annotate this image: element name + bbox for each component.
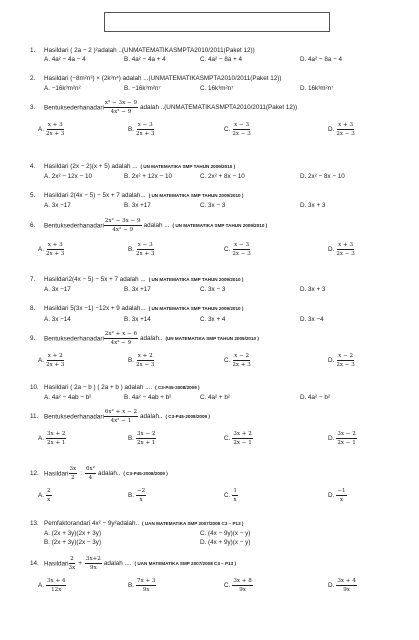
option-fraction-numerator: x − 2 (337, 353, 354, 361)
question-number: 11. (30, 413, 39, 420)
option-fraction-denominator: x (233, 497, 237, 504)
option-d[interactable]: D. 3x −4 (300, 316, 324, 323)
option-a[interactable] (38, 122, 64, 137)
operator: : (80, 470, 82, 478)
option-fraction-numerator: x − 3 (233, 122, 250, 130)
question-fraction (104, 218, 142, 233)
option-fraction-denominator: 2x + 1 (46, 440, 66, 447)
option-fraction-denominator: x (139, 497, 143, 504)
option-letter: D. (328, 435, 335, 443)
option-fraction-denominator: 9x (142, 587, 150, 594)
option-fraction-numerator: 1 (232, 488, 238, 496)
question-prefix: Hasildari (44, 470, 69, 478)
option-fraction (136, 242, 155, 257)
source-note: ( UN MATEMATIKA SMP TAHUN 2009/2010 ) (148, 306, 244, 311)
option-fraction (136, 578, 157, 593)
option-b[interactable]: B. 3x +14 (124, 316, 151, 323)
question-suffix: adalah.. (140, 335, 163, 343)
question-number: 4. (30, 163, 36, 170)
option-fraction-denominator: 2x + 1 (136, 440, 156, 447)
operator: + (78, 560, 82, 568)
option-fraction-denominator: 2x − 3 (232, 251, 251, 258)
question-text (44, 520, 243, 528)
source-note: ( C3-P45-2008/2009 ) (155, 385, 200, 390)
option-fraction (232, 353, 251, 368)
question-text (44, 100, 297, 115)
option-fraction (232, 122, 251, 137)
option-fraction-numerator: x + 3 (47, 242, 64, 250)
option-fraction-denominator: 2x − 3 (232, 131, 251, 138)
option-fraction-numerator: −1 (336, 488, 346, 496)
option-b[interactable]: B. 2x² + 12x − 10 (124, 173, 172, 180)
option-letter: C. (224, 126, 231, 134)
option-letter: B. (128, 435, 134, 443)
option-letter: B. (128, 126, 134, 134)
option-fraction (136, 431, 157, 446)
question-fraction (104, 409, 138, 424)
option-d[interactable] (328, 242, 355, 257)
option-c[interactable]: C. 3x − 3 (200, 202, 226, 209)
option-fraction (136, 122, 155, 137)
question-prefix: Bentuksederhanadari (44, 335, 104, 343)
option-letter: D. (328, 492, 335, 500)
question-fraction-2-denominator: 4 (88, 475, 93, 482)
option-d[interactable]: D. (4x + 9y)(x − y) (200, 539, 251, 546)
source-note: ( UAN MATEMATIKA SMP 2007/2008 C3 – P13 ) (142, 521, 244, 526)
question-body: Hasildari 2(4x − 5) − 5x + 7 adalah... (44, 192, 146, 199)
question-number: 12. (30, 470, 39, 477)
option-a[interactable] (38, 488, 52, 503)
question-number: 9. (30, 335, 36, 342)
question-prefix: Bentuksederhanadari (44, 222, 104, 230)
option-letter: C. (224, 357, 231, 365)
option-b[interactable] (128, 353, 154, 368)
question-suffix: adalah ... (143, 222, 170, 230)
question-fraction-denominator: 4x² − 9 (110, 340, 132, 347)
option-fraction-numerator: x − 2 (233, 353, 250, 361)
question-fraction-2-denominator: 9x (90, 565, 97, 572)
question-fraction (69, 556, 76, 571)
option-a[interactable]: A. 3x −17 (44, 286, 71, 293)
question-fraction (104, 331, 138, 346)
option-a[interactable] (38, 578, 66, 593)
option-b[interactable] (128, 242, 154, 257)
option-fraction-numerator: x + 3 (337, 122, 354, 130)
option-letter: C. (224, 246, 231, 254)
option-fraction-numerator: x + 2 (137, 353, 154, 361)
option-c[interactable] (224, 431, 253, 446)
source-note: ( UAN MATEMATIKA SMP 2007/2008 C3 – P13 ) (134, 561, 236, 567)
option-letter: C. (224, 582, 231, 590)
question-text (44, 75, 281, 83)
option-c[interactable]: C. 2x² + 8x − 10 (200, 173, 245, 180)
option-fraction (232, 242, 251, 257)
option-fraction-denominator: 2x + 3 (135, 131, 155, 138)
option-fraction (336, 578, 357, 593)
option-letter: B. (128, 582, 134, 590)
option-b[interactable] (128, 431, 156, 446)
option-fraction-numerator: x + 3 (47, 122, 64, 130)
question-body: Hasildari 5(3x −1) −12x + 9 adalah... (44, 305, 146, 312)
option-c[interactable]: C. 3x + 4 (200, 316, 226, 323)
option-fraction (232, 488, 238, 503)
option-fraction-denominator: 2x + 3 (135, 251, 155, 258)
question-number: 10. (30, 384, 39, 391)
option-d[interactable] (328, 122, 355, 137)
source-note: ( C3-P45-2008/2009 ) (123, 471, 168, 477)
option-fraction-numerator: −2 (136, 488, 146, 496)
option-fraction-denominator: x (339, 497, 344, 504)
option-letter: A. (38, 246, 44, 254)
option-fraction (46, 122, 65, 137)
question-fraction-denominator: 4x² − 9 (112, 227, 134, 234)
option-fraction (46, 242, 65, 257)
question-body: Pemfaktorandari 4x² − 9y²adalah.. (44, 520, 140, 527)
option-fraction (336, 242, 355, 257)
option-a[interactable]: A. 3x −14 (44, 316, 71, 323)
option-fraction-numerator: 7x + 3 (136, 578, 157, 586)
question-fraction-denominator: 4x² − 1 (110, 418, 132, 425)
option-letter: A. (38, 435, 44, 443)
option-c[interactable]: C. 16k³m²n⁷ (200, 85, 234, 92)
option-fraction-denominator: 2x + 3 (45, 362, 65, 369)
option-b[interactable]: B. 3x +17 (124, 286, 151, 293)
question-suffix: adalah ..(UNMATEMATIKASMPTA2010/2011(Paket 12)) (140, 104, 298, 112)
option-d[interactable]: D. 3x + 3 (300, 202, 326, 209)
option-c[interactable] (224, 242, 251, 257)
question-number: 14. (30, 560, 39, 567)
question-fraction-denominator: 4x² − 9 (110, 109, 132, 116)
question-body: Hasildari ( 2a − b ) ( 2a + b ) adalah .... (44, 384, 153, 391)
question-text (44, 305, 243, 313)
question-text (44, 384, 200, 392)
option-d[interactable] (328, 488, 347, 503)
question-prefix: Bentuksederhanadari (44, 413, 104, 421)
option-fraction (46, 431, 67, 446)
question-prefix: Hasildari (44, 560, 69, 568)
source-note: ( UN MATEMATIKA SMP TAHUN 2009/2010 ) (148, 277, 244, 282)
option-fraction-denominator: 9x (343, 587, 350, 594)
option-fraction (336, 431, 357, 446)
question-fraction-numerator: 6x² + x − 2 (104, 409, 138, 417)
option-a[interactable]: A. 4a² − 4ab − b² (44, 394, 92, 401)
option-b[interactable] (128, 578, 156, 593)
question-body: Hasildari2(4x − 5) − 5x + 7 adalah ... (44, 276, 146, 283)
question-suffix: adalah.. (140, 413, 163, 421)
question-text (44, 466, 168, 481)
option-c[interactable]: C. 4a² + b² (200, 394, 230, 401)
question-text (44, 163, 235, 171)
question-fraction (69, 466, 78, 481)
option-d[interactable] (328, 578, 357, 593)
option-c[interactable]: C. 3x − 3 (200, 286, 226, 293)
option-b[interactable]: B. 3x +17 (124, 202, 151, 209)
question-suffix: adalah.. (97, 470, 121, 478)
option-fraction (232, 578, 253, 593)
option-fraction (136, 488, 146, 503)
option-b[interactable] (128, 488, 146, 503)
option-fraction-denominator: 12x (51, 587, 62, 594)
option-letter: A. (38, 492, 44, 500)
option-fraction-numerator: 3x − 2 (136, 431, 157, 439)
question-fraction-2-numerator: 3x+2 (85, 556, 102, 564)
question-text (44, 276, 243, 284)
question-number: 13. (30, 520, 39, 527)
option-a[interactable] (38, 431, 66, 446)
option-letter: A. (38, 582, 44, 590)
question-body: Hasildari ( 2a − 2 )²adalah ..(UNMATEMATIKASMPTA2010/2011(Paket 12)) (44, 47, 255, 54)
question-fraction-numerator: 2x² − 3x − 9 (104, 218, 142, 226)
option-d[interactable]: D. 2x² − 8x − 10 (300, 173, 345, 180)
source-note: ( UN MATEMATIKA SMP TAHUN 2009/2010 ) (172, 223, 268, 229)
source-note: ( UN MATEMATIKA SMP TAHUN 2009/2010 ) (140, 164, 236, 169)
option-letter: A. (38, 126, 44, 134)
option-letter: A. (38, 357, 44, 365)
option-fraction-numerator: 3x + 2 (232, 431, 253, 439)
option-c[interactable] (224, 488, 238, 503)
option-fraction-numerator: 3x − 2 (336, 431, 357, 439)
question-fraction-2 (85, 466, 96, 481)
option-fraction-denominator: 2x + 3 (45, 251, 65, 258)
option-fraction-numerator: x − 3 (233, 242, 250, 250)
question-suffix: adalah .... (103, 560, 132, 568)
option-d[interactable] (328, 431, 357, 446)
question-fraction-numerator: x² − 3x − 9 (104, 100, 138, 108)
option-fraction (232, 431, 253, 446)
option-a[interactable]: A. (2x + 3y)(2x + 3y) (44, 530, 102, 537)
question-text (44, 409, 210, 424)
option-c[interactable] (224, 353, 251, 368)
question-fraction-numerator: 2x² + x − 6 (104, 331, 138, 339)
option-letter: D. (328, 126, 335, 134)
option-fraction (336, 353, 355, 368)
question-text (44, 331, 259, 346)
option-fraction-numerator: x + 2 (47, 353, 64, 361)
option-fraction-denominator: 2x − 3 (336, 131, 355, 138)
option-fraction (336, 122, 355, 137)
option-letter: D. (328, 246, 335, 254)
option-a[interactable] (38, 353, 64, 368)
option-fraction (46, 488, 52, 503)
option-letter: D. (328, 582, 335, 590)
option-fraction-denominator: 2x + 3 (45, 131, 65, 138)
option-fraction-numerator: x − 3 (137, 242, 154, 250)
question-number: 6. (30, 222, 36, 229)
option-d[interactable]: D. 4a² − b² (300, 394, 330, 401)
option-fraction-numerator: 2 (46, 488, 52, 496)
option-letter: C. (224, 492, 231, 500)
option-b[interactable]: B. 4a² − 4ab + b² (124, 394, 172, 401)
question-body: Hasildari (2x − 2)(x + 5) adalah ... (44, 163, 138, 170)
question-number: 2. (30, 75, 36, 82)
option-fraction-numerator: 3x + 2 (46, 431, 67, 439)
question-fraction-denominator: 3x (68, 565, 76, 572)
question-prefix: Bentuksederhanadari (44, 104, 104, 112)
option-d[interactable]: D. 4a² − 8a − 4 (300, 56, 343, 63)
option-letter: B. (128, 246, 134, 254)
option-d[interactable] (328, 353, 355, 368)
option-b[interactable]: B. −16k³m²n⁷ (124, 85, 161, 92)
question-number: 7. (30, 276, 36, 283)
question-text (44, 47, 255, 55)
option-fraction (136, 353, 155, 368)
question-fraction-2-numerator: 6x² (85, 466, 96, 474)
question-number: 3. (30, 104, 36, 111)
option-c[interactable] (224, 122, 251, 137)
option-fraction-numerator: 3x + 4 (46, 578, 67, 586)
option-letter: C. (224, 435, 231, 443)
option-c[interactable]: C. 4a² − 8a + 4 (200, 56, 243, 63)
option-a[interactable]: A. −16k³m²n² (44, 85, 81, 92)
question-body: Hasildari (−8m²n³) × (2k³n⁴) adalah ...(UNMATEMATIKASMPTA2010/2011(Paket 12)) (44, 75, 282, 82)
option-fraction-denominator: 2x − 3 (336, 362, 355, 369)
option-fraction-denominator: 2x − 3 (336, 251, 355, 258)
question-number: 5. (30, 192, 36, 199)
option-fraction-denominator: x (47, 497, 51, 504)
option-b[interactable]: B. (2x + 3y)(2x − 3y) (44, 539, 102, 546)
question-fraction-2 (85, 556, 102, 571)
option-letter: D. (328, 357, 335, 365)
question-text (44, 556, 236, 571)
option-fraction-denominator: 2x − 1 (337, 440, 356, 447)
option-fraction-numerator: 3x + 8 (232, 578, 253, 586)
question-text (44, 192, 243, 200)
option-c[interactable]: C. (4x − 9y)(x − y) (200, 530, 251, 537)
option-fraction (46, 353, 65, 368)
option-d[interactable]: D. 3x + 3 (300, 286, 326, 293)
source-note: (UN MATEMATIKA SMP TAHUN 2009/2010 ) (165, 336, 259, 342)
option-fraction-denominator: 2x − 1 (233, 440, 252, 447)
option-fraction (46, 578, 67, 593)
option-a[interactable] (38, 242, 64, 257)
option-a[interactable]: A. 4a² − 4a − 4 (44, 56, 86, 63)
option-fraction (336, 488, 346, 503)
option-d[interactable]: D. 16k³m²n⁷ (300, 85, 334, 92)
option-a[interactable]: A. 2x² − 12x − 10 (44, 173, 92, 180)
option-fraction-numerator: 3x + 4 (336, 578, 357, 586)
option-a[interactable]: A. 3x −17 (44, 202, 71, 209)
option-fraction-numerator: x + 3 (337, 242, 354, 250)
option-b[interactable]: B. 4a² − 4a + 4 (124, 56, 166, 63)
option-fraction-denominator: 9x (239, 587, 246, 594)
question-number: 8. (30, 305, 36, 312)
option-letter: B. (128, 492, 134, 500)
option-fraction-numerator: x − 3 (137, 122, 154, 130)
option-fraction-denominator: 2x − 3 (135, 362, 155, 369)
question-number: 1. (30, 47, 36, 54)
option-c[interactable] (224, 578, 253, 593)
question-fraction-numerator: 3x (69, 466, 78, 474)
option-b[interactable] (128, 122, 154, 137)
question-text (44, 218, 267, 233)
option-fraction-denominator: 2x + 3 (232, 362, 251, 369)
question-fraction-denominator: 2 (71, 475, 75, 482)
option-letter: B. (128, 357, 134, 365)
question-fraction-numerator: 2 (69, 556, 75, 564)
header-box (104, 12, 330, 32)
question-fraction (104, 100, 138, 115)
source-note: ( C3-P45-2008/2009 ) (165, 414, 210, 420)
source-note: ( UN MATEMATIKA SMP TAHUN 2009/2010 ) (148, 193, 244, 198)
